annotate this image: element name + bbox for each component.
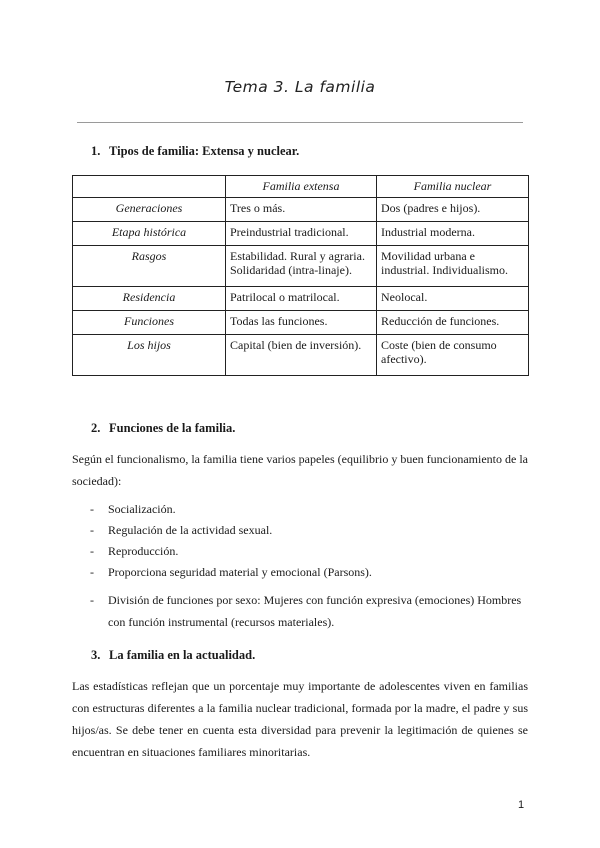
- section-heading-3: [91, 648, 255, 663]
- table-cell: Patrilocal o matrilocal.: [226, 287, 377, 311]
- table-cell: Preindustrial tradicional.: [226, 222, 377, 246]
- section-title: Tipos de familia: Extensa y nuclear.: [109, 144, 300, 158]
- table-row: [73, 311, 529, 335]
- section-number: 2.: [91, 421, 101, 435]
- title-divider: [77, 122, 523, 123]
- table-cell: Coste (bien de consumo afectivo).: [377, 335, 529, 376]
- table-row-label: Funciones: [73, 311, 226, 335]
- table-cell: Capital (bien de inversión).: [226, 335, 377, 376]
- table-cell: Industrial moderna.: [377, 222, 529, 246]
- table-header-cell: Familia extensa: [226, 176, 377, 198]
- list-item: - Socialización.: [90, 499, 530, 520]
- functions-list: [90, 499, 530, 633]
- table-row-label: Residencia: [73, 287, 226, 311]
- table-cell: Dos (padres e hijos).: [377, 198, 529, 222]
- table-row-label: Los hijos: [73, 335, 226, 376]
- table-row: [73, 246, 529, 287]
- table-row: [73, 335, 529, 376]
- table-cell: Neolocal.: [377, 287, 529, 311]
- section3-paragraph: Las estadísticas reflejan que un porcentaje muy importante de adolescentes viven en familias con estructuras diferentes a la familia nuclear tradicional, formada por la madre, el padre y sus hijos/as. Se debe tener en cuenta esta diversidad para prevenir la legitimación de quienes se encuentran en situaciones familiares minoritarias.: [72, 679, 528, 759]
- list-item: - División de funciones por sexo: Mujeres con función expresiva (emociones) Hombres con función instrumental (recursos materiales).: [90, 589, 530, 633]
- table-cell: Reducción de funciones.: [377, 311, 529, 335]
- section2-intro: Según el funcionalismo, la familia tiene varios papeles (equilibrio y buen funcionamiento de la sociedad):: [72, 452, 528, 488]
- section-number: 1.: [91, 144, 101, 158]
- section-title: Funciones de la familia.: [109, 421, 236, 435]
- table-cell: Movilidad urbana e industrial. Individualismo.: [377, 246, 529, 287]
- section-heading-1: [91, 144, 299, 159]
- list-item: - Proporciona seguridad material y emocional (Parsons).: [90, 562, 530, 583]
- table-row-label: Generaciones: [73, 198, 226, 222]
- table-row-label: Rasgos: [73, 246, 226, 287]
- table-cell: Tres o más.: [226, 198, 377, 222]
- section-title: La familia en la actualidad.: [109, 648, 256, 662]
- family-types-table: [72, 175, 529, 376]
- table-header-row: [73, 176, 529, 198]
- table-cell: Todas las funciones.: [226, 311, 377, 335]
- section-heading-2: [91, 421, 235, 436]
- table-header-cell: [73, 176, 226, 198]
- list-item: - Regulación de la actividad sexual.: [90, 520, 530, 541]
- table-row: [73, 222, 529, 246]
- table-row: [73, 287, 529, 311]
- list-item: - Reproducción.: [90, 541, 530, 562]
- page-number: 1: [518, 799, 525, 811]
- table-cell: Estabilidad. Rural y agraria. Solidaridad (intra-linaje).: [226, 246, 377, 287]
- table-header-cell: Familia nuclear: [377, 176, 529, 198]
- table-row: [73, 198, 529, 222]
- table-row-label: Etapa histórica: [73, 222, 226, 246]
- page-title: Tema 3. La familia: [224, 78, 376, 96]
- section-number: 3.: [91, 648, 101, 662]
